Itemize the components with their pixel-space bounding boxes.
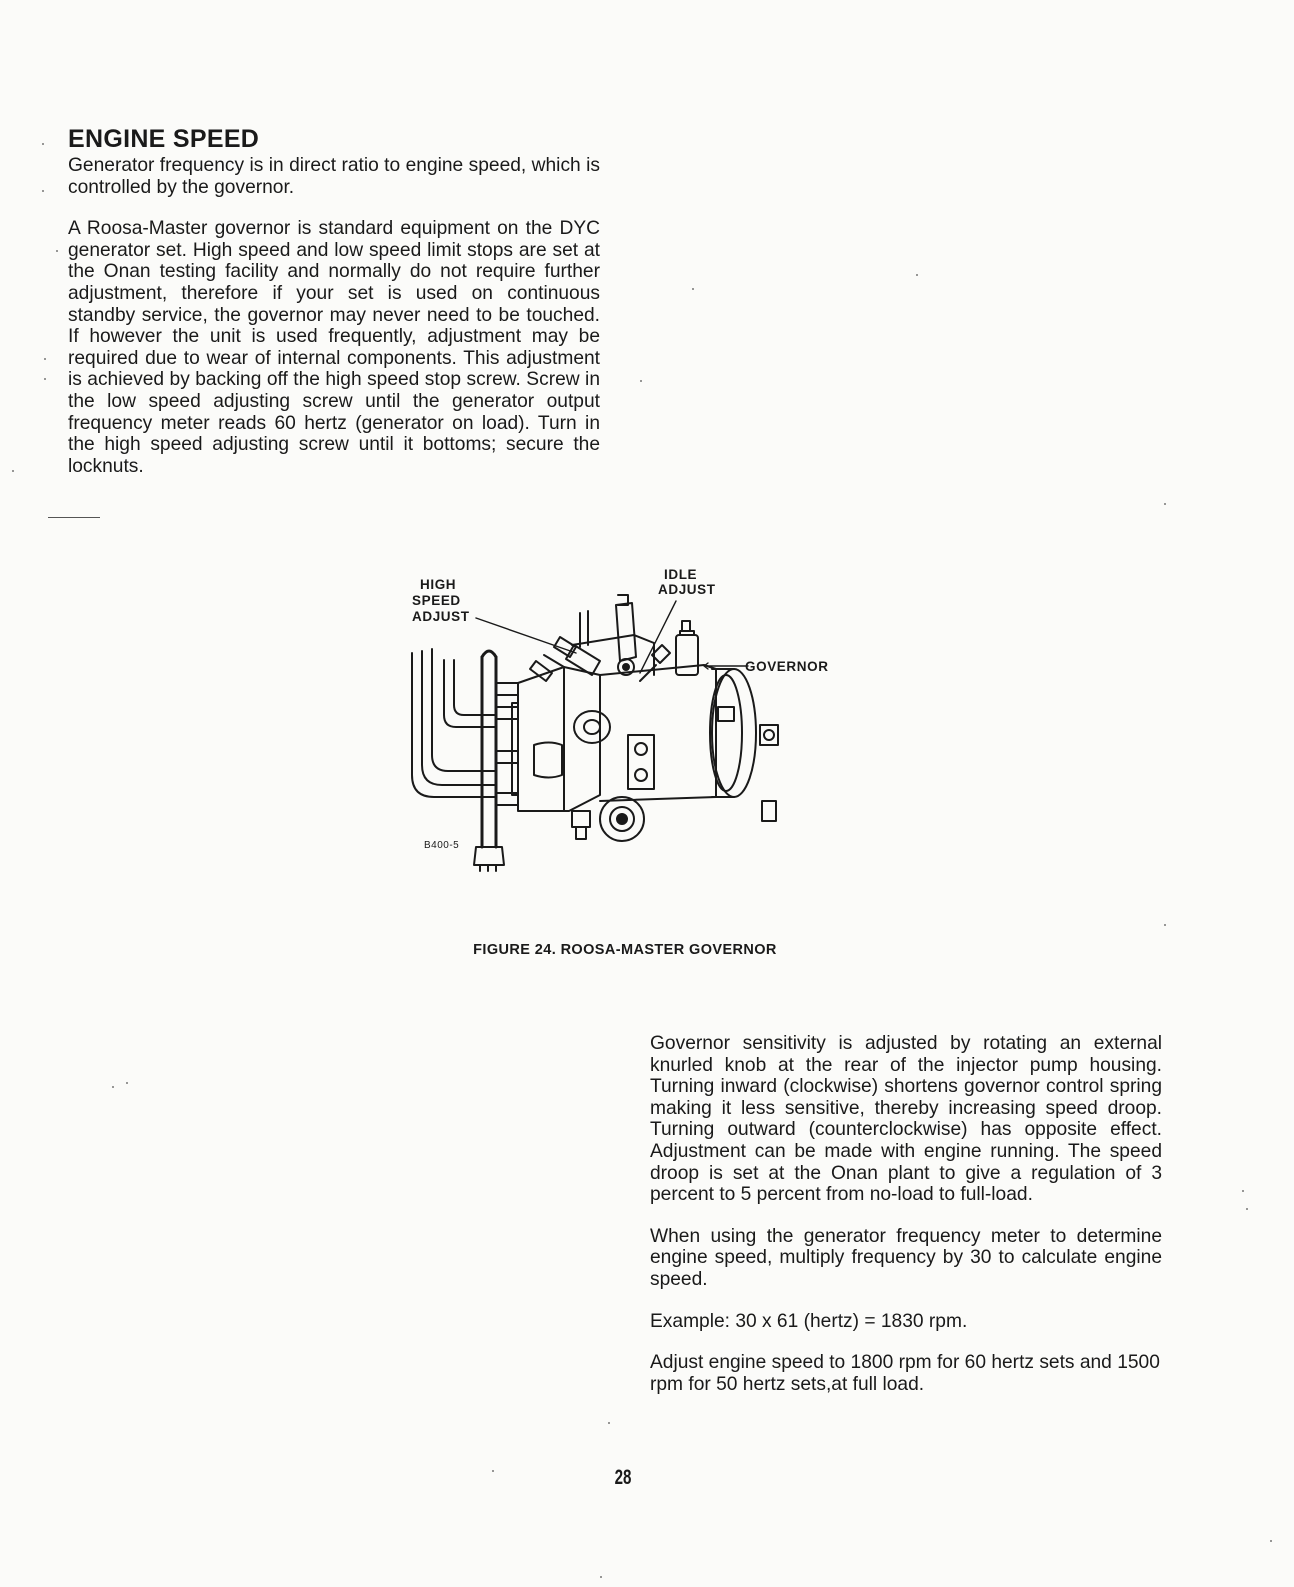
scan-speck bbox=[56, 250, 58, 252]
idle-label: IDLE bbox=[664, 567, 698, 582]
left-column bbox=[68, 124, 600, 497]
figure-code: B400-5 bbox=[424, 840, 460, 851]
scan-speck bbox=[600, 1576, 602, 1578]
idle-adjust-label: ADJUST bbox=[658, 582, 716, 597]
intro-paragraph: Generator frequency is in direct ratio to engine speed, which is controlled by the governor. bbox=[68, 155, 600, 198]
scan-speck bbox=[1164, 503, 1166, 505]
scan-mark bbox=[48, 517, 100, 518]
frequency-meter-paragraph: When using the generator frequency meter to determine engine speed, multiply frequency by 30 to calculate engine speed. bbox=[650, 1225, 1162, 1290]
scan-speck bbox=[492, 1470, 494, 1472]
governor-figure bbox=[404, 565, 844, 885]
figure-caption: FIGURE 24. ROOSA-MASTER GOVERNOR bbox=[473, 942, 777, 958]
scan-speck bbox=[1246, 1208, 1248, 1210]
scan-speck bbox=[44, 358, 46, 360]
scan-speck bbox=[1164, 924, 1166, 926]
scan-speck bbox=[112, 1086, 114, 1088]
scan-speck bbox=[640, 380, 642, 382]
example-paragraph: Example: 30 x 61 (hertz) = 1830 rpm. bbox=[650, 1310, 968, 1332]
high-speed-adjust-label: ADJUST bbox=[412, 609, 470, 624]
scan-speck bbox=[12, 470, 14, 472]
governor-label: GOVERNOR bbox=[745, 659, 829, 674]
right-column bbox=[650, 1033, 1162, 1415]
high-label: HIGH bbox=[420, 577, 457, 592]
scan-speck bbox=[1270, 1540, 1272, 1542]
scan-speck bbox=[126, 1082, 128, 1084]
governor-paragraph: A Roosa-Master governor is standard equipment on the DYC generator set. High speed and low speed limit stops are set at the Onan testing facility and normally do not require further adjustment, therefore if your set is used on continuous standby service, the governor may never need to be touched. If however the unit is used frequently, adjustment may be required due to wear of internal components. This adjustment is achieved by backing off the high speed stop screw. Screw in the low speed adjusting screw until the generator output frequency meter reads 60 hertz (generator on load). Turn in the high speed adjusting screw until it bottoms; secure the locknuts. bbox=[68, 218, 600, 477]
scan-speck bbox=[1242, 1190, 1244, 1192]
page-number: 28 bbox=[614, 1466, 632, 1489]
adjust-paragraph: Adjust engine speed to 1800 rpm for 60 hertz sets and 1500 rpm for 50 hertz sets,at full load. bbox=[650, 1352, 1160, 1395]
sensitivity-paragraph: Governor sensitivity is adjusted by rotating an external knurled knob at the rear of the injector pump housing. Turning inward (clockwise) shortens governor control spring making it less sensitive, thereby increasing speed droop. Turning outward (counterclockwise) has opposite effect. Adjustment can be made with engine running. The speed droop is set at the Onan plant to give a regulation of 3 percent to 5 percent from no-load to full-load. bbox=[650, 1033, 1162, 1206]
scan-speck bbox=[42, 143, 44, 145]
scan-speck bbox=[692, 288, 694, 290]
scan-speck bbox=[608, 1422, 610, 1424]
scan-speck bbox=[42, 190, 44, 192]
governor-illustration bbox=[404, 565, 844, 885]
speed-label: SPEED bbox=[412, 593, 461, 608]
scan-speck bbox=[916, 274, 918, 276]
scan-speck bbox=[44, 378, 46, 380]
section-heading: ENGINE SPEED bbox=[68, 125, 260, 153]
